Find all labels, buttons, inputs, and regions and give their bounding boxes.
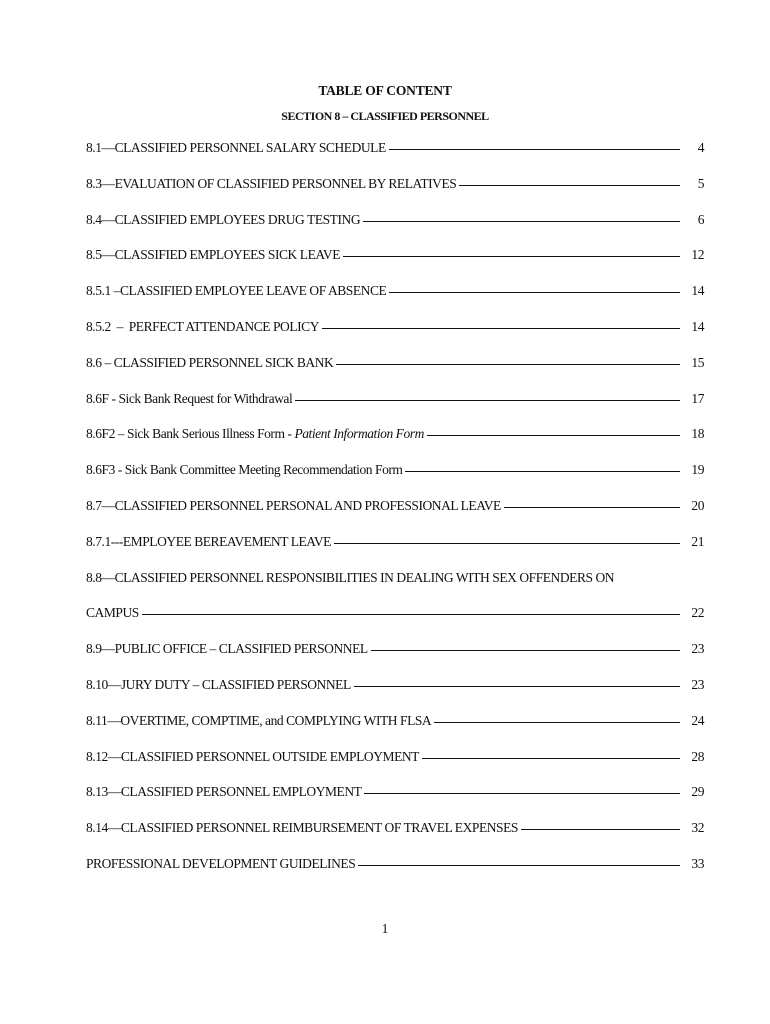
toc-entry-page: 32 — [691, 820, 704, 836]
toc-dot-leader — [389, 292, 680, 293]
toc-entry-label: 8.1—CLASSIFIED PERSONNEL SALARY SCHEDULE — [86, 140, 386, 155]
toc-entry-label: CAMPUS — [86, 605, 139, 621]
toc-entry-label-text: 8.6F2 – Sick Bank Serious Illness Form - — [86, 426, 295, 442]
toc-entry-label: 8.7.1---EMPLOYEE BEREAVEMENT LEAVE — [86, 533, 331, 549]
toc-entry-label: 8.13—CLASSIFIED PERSONNEL EMPLOYMENT — [86, 784, 362, 800]
toc-entry-page: 19 — [691, 462, 704, 478]
toc-dot-leader — [295, 400, 680, 401]
toc-entry[interactable] — [86, 784, 704, 820]
toc-dot-leader — [336, 364, 680, 365]
toc-dot-leader — [322, 328, 680, 329]
toc-entry[interactable] — [86, 605, 704, 641]
toc-entry-page: 14 — [691, 283, 704, 299]
toc-dot-leader — [405, 471, 680, 472]
toc-entry[interactable] — [86, 749, 704, 785]
toc-entry-page: 23 — [691, 641, 704, 657]
toc-entry-label: 8.14—CLASSIFIED PERSONNEL REIMBURSEMENT OF TRAVEL EXPENSES — [86, 820, 518, 836]
toc-dot-leader — [504, 507, 680, 508]
toc-entry-label: 8.11—OVERTIME, COMPTIME, and COMPLYING WITH FLSA — [86, 712, 432, 728]
toc-dot-leader — [354, 686, 680, 687]
toc-entry[interactable] — [86, 534, 704, 570]
toc-dot-leader — [389, 149, 680, 150]
table-of-contents — [86, 140, 704, 892]
toc-dot-leader — [422, 758, 680, 759]
toc-entry-label: 8.8—CLASSIFIED PERSONNEL RESPONSIBILITIES IN DEALING WITH SEX OFFENDERS ON — [86, 569, 615, 585]
toc-entry[interactable] — [86, 355, 704, 391]
toc-entry-label: 8.4—CLASSIFIED EMPLOYEES DRUG TESTING — [86, 211, 361, 227]
toc-entry-page: 5 — [697, 175, 704, 191]
document-subtitle: SECTION 8 – CLASSIFIED PERSONNEL — [281, 109, 489, 123]
toc-entry-label: 8.12—CLASSIFIED PERSONNEL OUTSIDE EMPLOYMENT — [86, 748, 419, 764]
toc-entry[interactable] — [86, 426, 704, 462]
toc-entry-label: 8.6 – CLASSIFIED PERSONNEL SICK BANK — [86, 354, 334, 370]
toc-entry-page: 6 — [697, 211, 704, 227]
toc-entry[interactable] — [86, 570, 704, 606]
toc-entry-label: 8.3—EVALUATION OF CLASSIFIED PERSONNEL BY RELATIVES — [86, 175, 457, 191]
toc-entry-page: 18 — [691, 426, 704, 442]
toc-dot-leader — [343, 256, 680, 257]
toc-entry-page: 15 — [691, 354, 704, 370]
toc-entry-label-italic: Patient Information Form — [294, 426, 424, 442]
toc-entry-page: 29 — [691, 784, 704, 800]
toc-entry-page: 33 — [691, 855, 704, 871]
toc-dot-leader — [358, 865, 680, 866]
toc-dot-leader — [521, 829, 680, 830]
toc-entry-label: 8.10—JURY DUTY – CLASSIFIED PERSONNEL — [86, 676, 351, 692]
toc-dot-leader — [459, 185, 680, 186]
toc-entry-label — [86, 426, 424, 442]
toc-entry[interactable] — [86, 140, 704, 176]
toc-entry-page: 21 — [691, 533, 704, 549]
toc-entry[interactable] — [86, 212, 704, 248]
toc-entry-label: 8.5—CLASSIFIED EMPLOYEES SICK LEAVE — [86, 247, 341, 263]
toc-entry[interactable] — [86, 176, 704, 212]
toc-dot-leader — [334, 543, 680, 544]
document-title: TABLE OF CONTENT — [318, 83, 452, 98]
toc-entry-label: 8.6F3 - Sick Bank Committee Meeting Recommendation Form — [86, 462, 403, 478]
toc-entry-page: 23 — [691, 676, 704, 692]
toc-entry-page: 4 — [697, 140, 704, 155]
toc-entry-label: 8.6F - Sick Bank Request for Withdrawal — [86, 390, 293, 406]
toc-entry-label: 8.7—CLASSIFIED PERSONNEL PERSONAL AND PROFESSIONAL LEAVE — [86, 497, 501, 513]
toc-entry[interactable] — [86, 391, 704, 427]
toc-entry[interactable] — [86, 713, 704, 749]
toc-entry[interactable] — [86, 641, 704, 677]
toc-entry-page: 12 — [691, 247, 704, 263]
toc-entry-page: 28 — [691, 748, 704, 764]
toc-dot-leader — [142, 614, 680, 615]
toc-entry-label: 8.5.1 –CLASSIFIED EMPLOYEE LEAVE OF ABSENCE — [86, 283, 387, 299]
toc-entry-label: 8.5.2 – PERFECT ATTENDANCE POLICY — [86, 318, 320, 334]
toc-entry-page: 20 — [691, 497, 704, 513]
toc-dot-leader — [434, 722, 680, 723]
toc-entry-label: 8.9—PUBLIC OFFICE – CLASSIFIED PERSONNEL — [86, 641, 368, 657]
page-number: 1 — [381, 921, 389, 936]
toc-dot-leader — [363, 221, 680, 222]
toc-entry-label: PROFESSIONAL DEVELOPMENT GUIDELINES — [86, 855, 356, 871]
toc-dot-leader — [427, 435, 680, 436]
toc-entry[interactable] — [86, 498, 704, 534]
toc-entry[interactable] — [86, 856, 704, 892]
toc-dot-leader — [364, 793, 680, 794]
toc-entry-page: 22 — [691, 605, 704, 621]
toc-entry[interactable] — [86, 319, 704, 355]
toc-entry-page: 17 — [691, 390, 704, 406]
toc-entry[interactable] — [86, 283, 704, 319]
toc-entry[interactable] — [86, 820, 704, 856]
toc-entry[interactable] — [86, 677, 704, 713]
toc-entry-page: 14 — [691, 318, 704, 334]
toc-entry-page: 24 — [691, 712, 704, 728]
toc-entry[interactable] — [86, 462, 704, 498]
toc-entry[interactable] — [86, 247, 704, 283]
toc-dot-leader — [371, 650, 680, 651]
